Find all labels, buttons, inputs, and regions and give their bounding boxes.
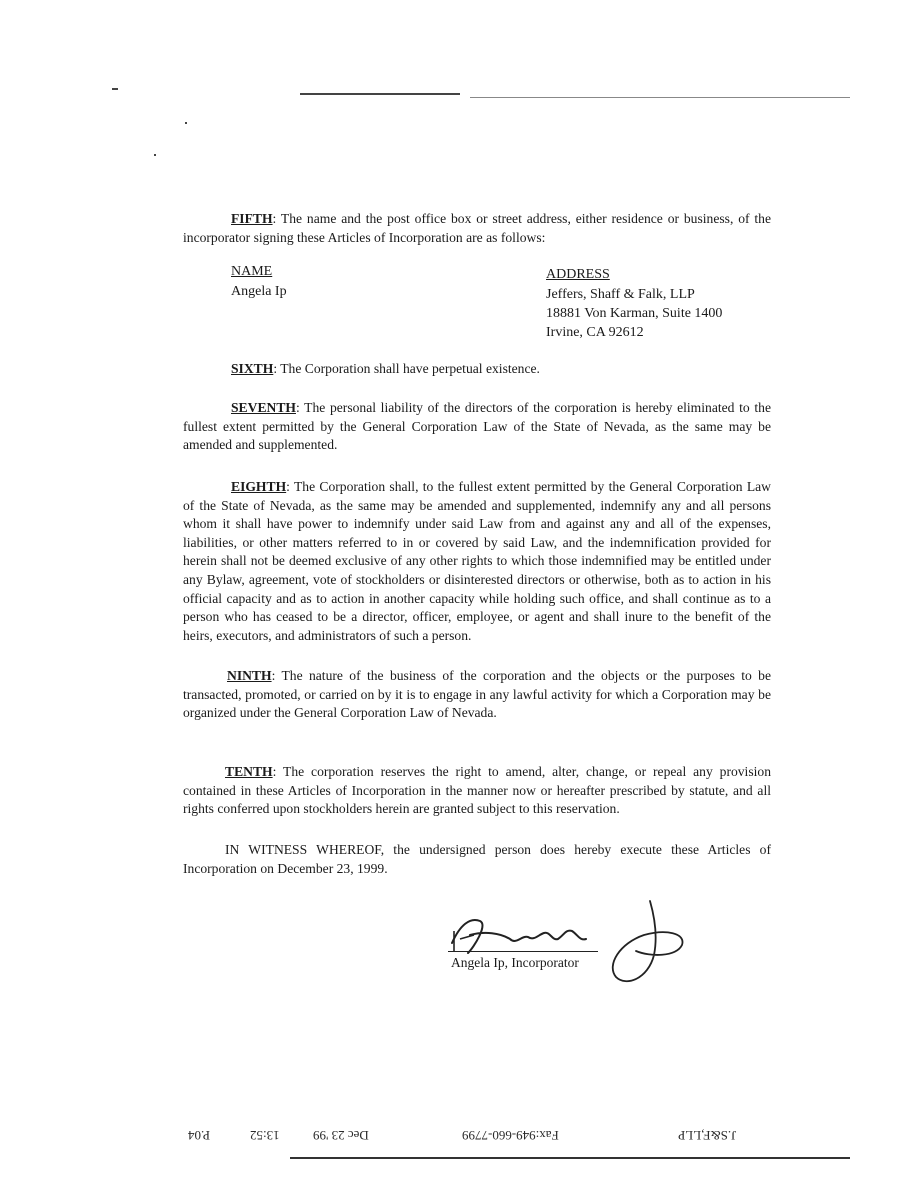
article-sixth-heading: SIXTH xyxy=(231,361,274,376)
scan-noise-dot xyxy=(185,122,187,124)
article-seventh xyxy=(183,399,771,455)
article-fifth-heading: FIFTH xyxy=(231,211,273,226)
fax-footer-sender: J.S&F,LLP xyxy=(678,1128,737,1143)
article-seventh-text: : The personal liability of the directors of the corporation is hereby eliminated to the fullest extent permitted by the General Corporation Law of the State of Nevada, as the same may be amended and supplemented. xyxy=(183,400,771,453)
article-tenth-text: : The corporation reserves the right to amend, alter, change, or repeal any provision contained in these Articles of Incorporation in the manner now or hereafter prescribed by statute, and all rights conferred upon stockholders herein are granted subject to this reservation. xyxy=(183,764,771,817)
scan-noise-dot xyxy=(112,88,118,90)
article-eighth xyxy=(183,478,771,645)
article-seventh-heading: SEVENTH xyxy=(231,400,296,415)
scan-noise-top-right xyxy=(470,97,850,98)
fax-footer-number: Fax:949-660-7799 xyxy=(462,1128,559,1143)
signature-line xyxy=(448,951,598,952)
article-sixth-text: : The Corporation shall have perpetual existence. xyxy=(273,361,540,376)
witness-clause: IN WITNESS WHEREOF, the undersigned person does hereby execute these Articles of Incorporation on December 23, 1999. xyxy=(183,842,771,876)
fax-footer-time: 13:52 xyxy=(250,1128,280,1143)
address-line: Jeffers, Shaff & Falk, LLP xyxy=(546,287,695,302)
name-value: Angela Ip xyxy=(231,284,287,299)
article-ninth xyxy=(183,667,771,723)
article-ninth-text: : The nature of the business of the corporation and the objects or the purposes to be transacted, promoted, or carried on by it is to engage in any lawful activity for which a Corporation may be organized under the General Corporation Law of Nevada. xyxy=(183,668,771,721)
article-tenth xyxy=(183,763,771,819)
article-eighth-heading: EIGHTH xyxy=(231,479,287,494)
address-line: 18881 Von Karman, Suite 1400 xyxy=(546,306,723,321)
fax-footer-rule xyxy=(290,1157,850,1159)
name-column-header: NAME xyxy=(231,264,273,279)
article-eighth-text: : The Corporation shall, to the fullest extent permitted by the General Corporation Law of the State of Nevada, as the same may be amended and supplemented, indemnify any and all persons whom it shall have power to indemnify under said Law from and against any and all of the expenses, liabilities, or other matters referred to in or covered by said Law, and the indemnification provided for herein shall not be deemed exclusive of any other rights to which those indemnified may be entitled under any Bylaw, agreement, vote of stockholders or disinterested directors or otherwise, both as to action in his official capacity and as to action in another capacity while holding such office, and shall continue as to a person who has ceased to be a director, officer, employee, or agent and shall inure to the benefit of the heirs, executors, and administrators of such a person. xyxy=(183,479,771,643)
article-fifth-text: : The name and the post office box or street address, either residence or business, of the incorporator signing these Articles of Incorporation are as follows: xyxy=(183,211,771,245)
article-sixth xyxy=(183,360,771,379)
fax-footer-page: P.04 xyxy=(188,1128,211,1143)
article-ninth-heading: NINTH xyxy=(227,668,272,683)
fax-footer-date: Dec 23 '99 xyxy=(313,1128,369,1143)
article-fifth xyxy=(183,210,771,247)
scan-noise-top xyxy=(300,93,460,95)
address-line: Irvine, CA 92612 xyxy=(546,325,644,340)
signature-caption: Angela Ip, Incorporator xyxy=(451,955,579,970)
scan-noise-dot xyxy=(154,154,156,156)
handwritten-signature xyxy=(440,895,700,995)
address-column-header: ADDRESS xyxy=(546,267,610,282)
article-tenth-heading: TENTH xyxy=(225,764,273,779)
